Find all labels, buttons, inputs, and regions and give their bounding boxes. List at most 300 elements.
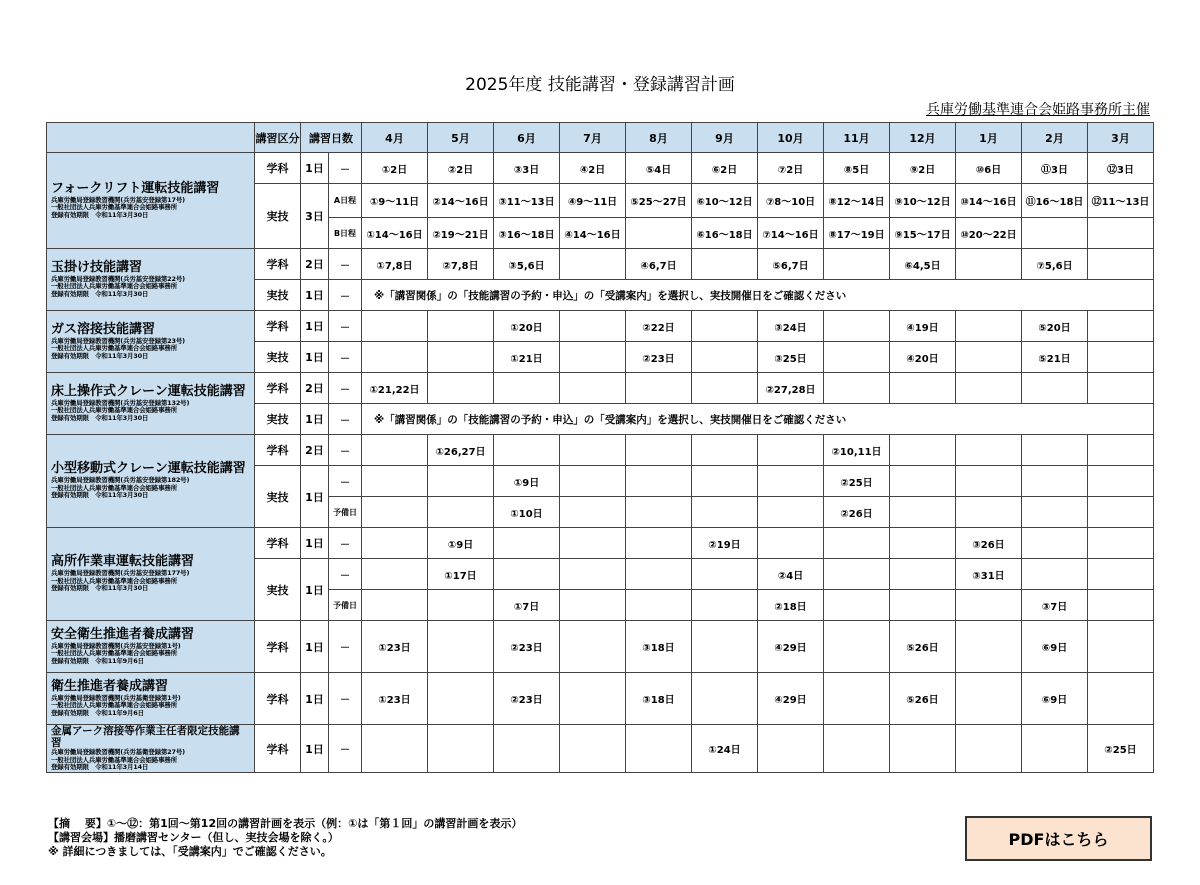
month-cell: ①14～16日 xyxy=(362,218,428,249)
header-month: 1月 xyxy=(956,123,1022,153)
month-cell xyxy=(692,559,758,590)
footer-line: ※ 詳細につきましては、「受講案内」でご確認ください。 xyxy=(48,845,332,858)
days-cell: 1日 xyxy=(301,559,329,621)
header-month: 7月 xyxy=(560,123,626,153)
month-cell: ①7日 xyxy=(494,590,560,621)
course-registration: 兵庫労働局登録教習機関(兵労基安登録第177号) xyxy=(51,569,190,578)
month-cell xyxy=(956,725,1022,773)
month-cell: ①24日 xyxy=(692,725,758,773)
month-cell: ⑤4日 xyxy=(626,153,692,184)
course-name: ガス溶接技能講習 xyxy=(51,321,156,337)
course-registration: 一般社団法人兵庫労働基準連合会姫路事務所 xyxy=(51,282,178,291)
month-cell xyxy=(824,621,890,673)
days-cell: 1日 xyxy=(301,153,329,184)
month-cell xyxy=(362,590,428,621)
month-cell xyxy=(1022,435,1088,466)
course-registration: 一般社団法人兵庫労働基準連合会姫路事務所 xyxy=(51,483,178,492)
category-cell: 実技 xyxy=(255,404,301,435)
month-cell xyxy=(692,590,758,621)
pdf-link-button[interactable]: PDFはこちら xyxy=(965,816,1152,861)
month-cell: ②4日 xyxy=(758,559,824,590)
month-cell: ②26日 xyxy=(824,497,890,528)
month-cell: ①21,22日 xyxy=(362,373,428,404)
month-cell: ⑥9日 xyxy=(1022,673,1088,725)
category-cell: 学科 xyxy=(255,435,301,466)
month-cell xyxy=(692,497,758,528)
month-cell: ⑫3日 xyxy=(1088,153,1154,184)
month-cell xyxy=(428,466,494,497)
days-cell: 1日 xyxy=(301,528,329,559)
month-cell xyxy=(494,559,560,590)
month-cell: ④9～11日 xyxy=(560,184,626,218)
month-cell xyxy=(560,590,626,621)
course-registration: 兵庫労働局登録教習機関(兵労基安登録第132号) xyxy=(51,398,190,407)
month-cell: ⑨15～17日 xyxy=(890,218,956,249)
month-cell xyxy=(560,497,626,528)
schedule-type-cell: 予備日 xyxy=(329,497,362,528)
header-month: 12月 xyxy=(890,123,956,153)
month-cell xyxy=(1088,342,1154,373)
month-cell: ③25日 xyxy=(758,342,824,373)
course-registration: 兵庫労働局登録教習機関(兵労基安登録第23号) xyxy=(51,336,185,345)
category-cell: 実技 xyxy=(255,466,301,528)
month-cell: ②25日 xyxy=(824,466,890,497)
month-cell xyxy=(758,725,824,773)
month-cell xyxy=(1022,725,1088,773)
month-cell: ③5,6日 xyxy=(494,249,560,280)
month-cell xyxy=(692,673,758,725)
month-cell: ③16～18日 xyxy=(494,218,560,249)
month-cell: ④29日 xyxy=(758,673,824,725)
month-cell: ④14～16日 xyxy=(560,218,626,249)
course-cell xyxy=(47,373,255,435)
month-cell: ②27,28日 xyxy=(758,373,824,404)
month-cell xyxy=(824,528,890,559)
course-cell xyxy=(47,621,255,673)
month-cell: ⑩20～22日 xyxy=(956,218,1022,249)
month-cell: ⑥16～18日 xyxy=(692,218,758,249)
header-category: 講習区分 xyxy=(255,123,301,153)
month-cell: ③26日 xyxy=(956,528,1022,559)
month-cell: ①2日 xyxy=(362,153,428,184)
month-cell xyxy=(560,466,626,497)
month-cell xyxy=(362,435,428,466)
header-month: 9月 xyxy=(692,123,758,153)
month-cell: ②18日 xyxy=(758,590,824,621)
month-cell xyxy=(1022,373,1088,404)
schedule-type-cell: － xyxy=(329,621,362,673)
table-row xyxy=(47,373,1154,404)
month-cell xyxy=(560,673,626,725)
month-cell: ⑤25～27日 xyxy=(626,184,692,218)
month-cell: ⑥2日 xyxy=(692,153,758,184)
month-cell xyxy=(494,725,560,773)
month-cell xyxy=(824,311,890,342)
month-cell: ①23日 xyxy=(362,673,428,725)
header-month: 2月 xyxy=(1022,123,1088,153)
course-registration: 登録有効期限 令和11年3月30日 xyxy=(51,351,149,360)
month-cell xyxy=(428,590,494,621)
month-cell xyxy=(494,528,560,559)
footer-notes xyxy=(48,817,522,859)
month-cell: ⑤21日 xyxy=(1022,342,1088,373)
course-name: 小型移動式クレーン運転技能講習 xyxy=(51,461,246,477)
footer-line: 【摘 要】①～⑫：第1回～第12回の講習計画を表示（例：①は「第１回」の講習計画を表示） xyxy=(48,817,523,830)
month-cell xyxy=(626,528,692,559)
month-cell xyxy=(626,218,692,249)
schedule-table xyxy=(46,122,1154,773)
month-cell xyxy=(1088,621,1154,673)
course-name: 高所作業車運転技能講習 xyxy=(51,554,195,570)
month-cell xyxy=(1088,590,1154,621)
days-cell: 1日 xyxy=(301,280,329,311)
month-cell: ①26,27日 xyxy=(428,435,494,466)
course-name: 床上操作式クレーン運転技能講習 xyxy=(51,383,246,399)
course-cell xyxy=(47,528,255,621)
table-row xyxy=(47,673,1154,725)
category-cell: 実技 xyxy=(255,342,301,373)
course-registration: 登録有効期限 令和11年3月30日 xyxy=(51,210,149,219)
month-cell: ⑪3日 xyxy=(1022,153,1088,184)
course-registration: 一般社団法人兵庫労働基準連合会姫路事務所 xyxy=(51,406,178,415)
days-cell: 1日 xyxy=(301,621,329,673)
month-cell: ①9～11日 xyxy=(362,184,428,218)
header-month: 10月 xyxy=(758,123,824,153)
month-cell: ⑧12～14日 xyxy=(824,184,890,218)
header-month: 5月 xyxy=(428,123,494,153)
course-registration: 登録有効期限 令和11年9月6日 xyxy=(51,656,144,665)
month-cell: ②14～16日 xyxy=(428,184,494,218)
month-cell xyxy=(692,621,758,673)
month-cell xyxy=(824,673,890,725)
month-cell xyxy=(758,435,824,466)
days-cell: 1日 xyxy=(301,404,329,435)
month-cell: ⑦8～10日 xyxy=(758,184,824,218)
month-cell xyxy=(1022,218,1088,249)
month-cell xyxy=(758,528,824,559)
course-name: フォークリフト運転技能講習 xyxy=(51,180,220,196)
month-cell: ⑥4,5日 xyxy=(890,249,956,280)
course-registration: 登録有効期限 令和11年3月30日 xyxy=(51,491,149,500)
category-cell: 学科 xyxy=(255,621,301,673)
month-cell: ⑦5,6日 xyxy=(1022,249,1088,280)
category-cell: 実技 xyxy=(255,184,301,249)
month-cell: ②25日 xyxy=(1088,725,1154,773)
days-cell: 1日 xyxy=(301,725,329,773)
month-cell xyxy=(362,311,428,342)
days-cell: 2日 xyxy=(301,249,329,280)
month-cell: ④2日 xyxy=(560,153,626,184)
month-cell: ⑥9日 xyxy=(1022,621,1088,673)
course-name: 金属アーク溶接等作業主任者限定技能講習 xyxy=(51,725,240,750)
course-registration: 登録有効期限 令和11年3月14日 xyxy=(51,763,149,772)
month-cell xyxy=(1088,497,1154,528)
month-cell xyxy=(428,311,494,342)
schedule-type-cell: － xyxy=(329,404,362,435)
month-cell: ①9日 xyxy=(494,466,560,497)
header-month: 6月 xyxy=(494,123,560,153)
header-month: 4月 xyxy=(362,123,428,153)
month-cell xyxy=(428,342,494,373)
course-registration: 一般社団法人兵庫労働基準連合会姫路事務所 xyxy=(51,344,178,353)
days-cell: 1日 xyxy=(301,673,329,725)
month-cell xyxy=(362,559,428,590)
month-cell: ②22日 xyxy=(626,311,692,342)
month-cell: ⑤6,7日 xyxy=(758,249,824,280)
month-cell xyxy=(560,559,626,590)
course-cell xyxy=(47,725,255,773)
course-name: 安全衛生推進者養成講習 xyxy=(51,626,195,642)
month-cell: ⑨2日 xyxy=(890,153,956,184)
header-row xyxy=(47,123,1154,153)
course-registration: 一般社団法人兵庫労働基準連合会姫路事務所 xyxy=(51,755,178,764)
table-row xyxy=(47,311,1154,342)
month-cell xyxy=(428,621,494,673)
month-cell: ①17日 xyxy=(428,559,494,590)
course-registration: 兵庫労働局登録教習機関(兵労基衛登録第27号) xyxy=(51,748,185,757)
month-cell xyxy=(692,342,758,373)
category-cell: 学科 xyxy=(255,249,301,280)
month-cell xyxy=(1088,249,1154,280)
category-cell: 学科 xyxy=(255,725,301,773)
course-registration: 兵庫労働局登録教習機関(兵労基安登録第17号) xyxy=(51,195,185,204)
month-cell: ①7,8日 xyxy=(362,249,428,280)
course-registration: 兵庫労働局登録教習機関(兵労基衛登録第1号) xyxy=(51,693,181,702)
month-cell xyxy=(1022,528,1088,559)
schedule-type-cell: 予備日 xyxy=(329,590,362,621)
category-cell: 学科 xyxy=(255,311,301,342)
course-registration: 一般社団法人兵庫労働基準連合会姫路事務所 xyxy=(51,701,178,710)
month-cell: ②19～21日 xyxy=(428,218,494,249)
month-cell: ①10日 xyxy=(494,497,560,528)
month-cell xyxy=(956,373,1022,404)
month-cell xyxy=(362,466,428,497)
month-cell xyxy=(956,342,1022,373)
month-cell xyxy=(890,497,956,528)
course-cell xyxy=(47,311,255,373)
month-cell xyxy=(824,559,890,590)
month-cell xyxy=(824,590,890,621)
month-cell xyxy=(560,311,626,342)
course-name: 衛生推進者養成講習 xyxy=(51,678,169,694)
month-cell: ②7,8日 xyxy=(428,249,494,280)
month-cell: ④19日 xyxy=(890,311,956,342)
month-cell: ①20日 xyxy=(494,311,560,342)
month-cell: ⑤26日 xyxy=(890,621,956,673)
month-cell xyxy=(890,373,956,404)
month-cell xyxy=(626,725,692,773)
month-cell xyxy=(1088,435,1154,466)
course-cell xyxy=(47,249,255,311)
month-cell xyxy=(1088,673,1154,725)
month-cell: ⑤20日 xyxy=(1022,311,1088,342)
course-registration: 一般社団法人兵庫労働基準連合会姫路事務所 xyxy=(51,203,178,212)
days-cell: 1日 xyxy=(301,311,329,342)
month-cell xyxy=(560,373,626,404)
month-cell xyxy=(626,497,692,528)
month-cell: ③24日 xyxy=(758,311,824,342)
month-cell xyxy=(560,342,626,373)
table-row xyxy=(47,528,1154,559)
month-cell xyxy=(956,497,1022,528)
course-registration: 一般社団法人兵庫労働基準連合会姫路事務所 xyxy=(51,649,178,658)
month-cell xyxy=(692,249,758,280)
month-cell: ②23日 xyxy=(626,342,692,373)
month-cell xyxy=(824,373,890,404)
month-cell xyxy=(428,725,494,773)
month-cell: ③11～13日 xyxy=(494,184,560,218)
schedule-type-cell: － xyxy=(329,153,362,184)
category-cell: 学科 xyxy=(255,373,301,404)
month-cell xyxy=(1022,497,1088,528)
month-cell: ②23日 xyxy=(494,673,560,725)
practical-note: ※「講習関係」の「技能講習の予約・申込」の「受講案内」を選択し、実技開催日をご確認ください xyxy=(362,280,1154,311)
month-cell xyxy=(890,590,956,621)
course-cell xyxy=(47,153,255,249)
month-cell xyxy=(428,673,494,725)
month-cell xyxy=(1088,311,1154,342)
month-cell xyxy=(956,435,1022,466)
month-cell xyxy=(428,373,494,404)
month-cell xyxy=(560,621,626,673)
month-cell xyxy=(956,311,1022,342)
course-registration: 兵庫労働局登録教習機関(兵労基安登録第22号) xyxy=(51,274,185,283)
month-cell: ④29日 xyxy=(758,621,824,673)
month-cell xyxy=(494,373,560,404)
schedule-type-cell: － xyxy=(329,373,362,404)
days-cell: 1日 xyxy=(301,342,329,373)
month-cell xyxy=(956,466,1022,497)
month-cell xyxy=(692,466,758,497)
month-cell: ③3日 xyxy=(494,153,560,184)
month-cell xyxy=(692,435,758,466)
month-cell xyxy=(626,373,692,404)
category-cell: 実技 xyxy=(255,559,301,621)
month-cell xyxy=(1088,466,1154,497)
month-cell xyxy=(428,497,494,528)
month-cell: ③7日 xyxy=(1022,590,1088,621)
month-cell: ②19日 xyxy=(692,528,758,559)
month-cell xyxy=(362,528,428,559)
month-cell: ②10,11日 xyxy=(824,435,890,466)
course-registration: 兵庫労働局登録教習機関(兵労基安登録第182号) xyxy=(51,476,190,485)
month-cell: ④6,7日 xyxy=(626,249,692,280)
days-cell: 2日 xyxy=(301,373,329,404)
month-cell xyxy=(626,466,692,497)
table-row xyxy=(47,153,1154,184)
month-cell xyxy=(560,435,626,466)
month-cell: ⑪16～18日 xyxy=(1022,184,1088,218)
month-cell xyxy=(626,435,692,466)
schedule-type-cell: － xyxy=(329,280,362,311)
header-course xyxy=(47,123,255,153)
table-row xyxy=(47,725,1154,773)
category-cell: 学科 xyxy=(255,528,301,559)
month-cell xyxy=(1088,528,1154,559)
month-cell: ①21日 xyxy=(494,342,560,373)
month-cell xyxy=(956,249,1022,280)
month-cell xyxy=(1022,466,1088,497)
month-cell xyxy=(692,373,758,404)
days-cell: 3日 xyxy=(301,184,329,249)
month-cell xyxy=(890,725,956,773)
month-cell: ⑤26日 xyxy=(890,673,956,725)
month-cell xyxy=(758,466,824,497)
schedule-type-cell: － xyxy=(329,342,362,373)
category-cell: 学科 xyxy=(255,153,301,184)
days-cell: 2日 xyxy=(301,435,329,466)
schedule-type-cell: － xyxy=(329,435,362,466)
month-cell xyxy=(890,528,956,559)
month-cell xyxy=(692,311,758,342)
organizer: 兵庫労働基準連合会姫路事務所主催 xyxy=(926,102,1150,118)
month-cell: ③18日 xyxy=(626,673,692,725)
month-cell: ③18日 xyxy=(626,621,692,673)
header-days: 講習日数 xyxy=(301,123,362,153)
month-cell: ⑧5日 xyxy=(824,153,890,184)
month-cell: ⑫11～13日 xyxy=(1088,184,1154,218)
month-cell xyxy=(560,528,626,559)
month-cell xyxy=(1088,218,1154,249)
month-cell: ④20日 xyxy=(890,342,956,373)
header-month: 3月 xyxy=(1088,123,1154,153)
month-cell: ②23日 xyxy=(494,621,560,673)
schedule-type-cell: B日程 xyxy=(329,218,362,249)
month-cell xyxy=(626,559,692,590)
page-title: 2025年度 技能講習・登録講習計画 xyxy=(465,75,735,95)
course-registration: 一般社団法人兵庫労働基準連合会姫路事務所 xyxy=(51,576,178,585)
month-cell xyxy=(362,725,428,773)
month-cell xyxy=(1088,373,1154,404)
schedule-type-cell: － xyxy=(329,673,362,725)
month-cell: ⑥10～12日 xyxy=(692,184,758,218)
month-cell xyxy=(956,621,1022,673)
course-registration: 登録有効期限 令和11年3月30日 xyxy=(51,413,149,422)
month-cell xyxy=(560,725,626,773)
category-cell: 実技 xyxy=(255,280,301,311)
days-cell: 1日 xyxy=(301,466,329,528)
month-cell: ⑦14～16日 xyxy=(758,218,824,249)
month-cell xyxy=(758,497,824,528)
schedule-type-cell: － xyxy=(329,466,362,497)
month-cell: ②2日 xyxy=(428,153,494,184)
month-cell: ⑦2日 xyxy=(758,153,824,184)
month-cell xyxy=(890,435,956,466)
schedule-type-cell: － xyxy=(329,528,362,559)
month-cell xyxy=(626,590,692,621)
schedule-type-cell: － xyxy=(329,311,362,342)
month-cell xyxy=(1022,559,1088,590)
month-cell: ⑩14～16日 xyxy=(956,184,1022,218)
course-registration: 登録有効期限 令和11年3月30日 xyxy=(51,584,149,593)
month-cell xyxy=(890,559,956,590)
practical-note: ※「講習関係」の「技能講習の予約・申込」の「受講案内」を選択し、実技開催日をご確認ください xyxy=(362,404,1154,435)
header-month: 11月 xyxy=(824,123,890,153)
month-cell xyxy=(494,435,560,466)
month-cell xyxy=(956,673,1022,725)
course-cell xyxy=(47,435,255,528)
table-row xyxy=(47,435,1154,466)
month-cell xyxy=(1088,559,1154,590)
month-cell: ⑧17～19日 xyxy=(824,218,890,249)
schedule-type-cell: － xyxy=(329,249,362,280)
month-cell: ③31日 xyxy=(956,559,1022,590)
course-registration: 登録有効期限 令和11年9月6日 xyxy=(51,708,144,717)
month-cell xyxy=(560,249,626,280)
schedule-type-cell: － xyxy=(329,725,362,773)
month-cell: ①23日 xyxy=(362,621,428,673)
month-cell xyxy=(890,466,956,497)
